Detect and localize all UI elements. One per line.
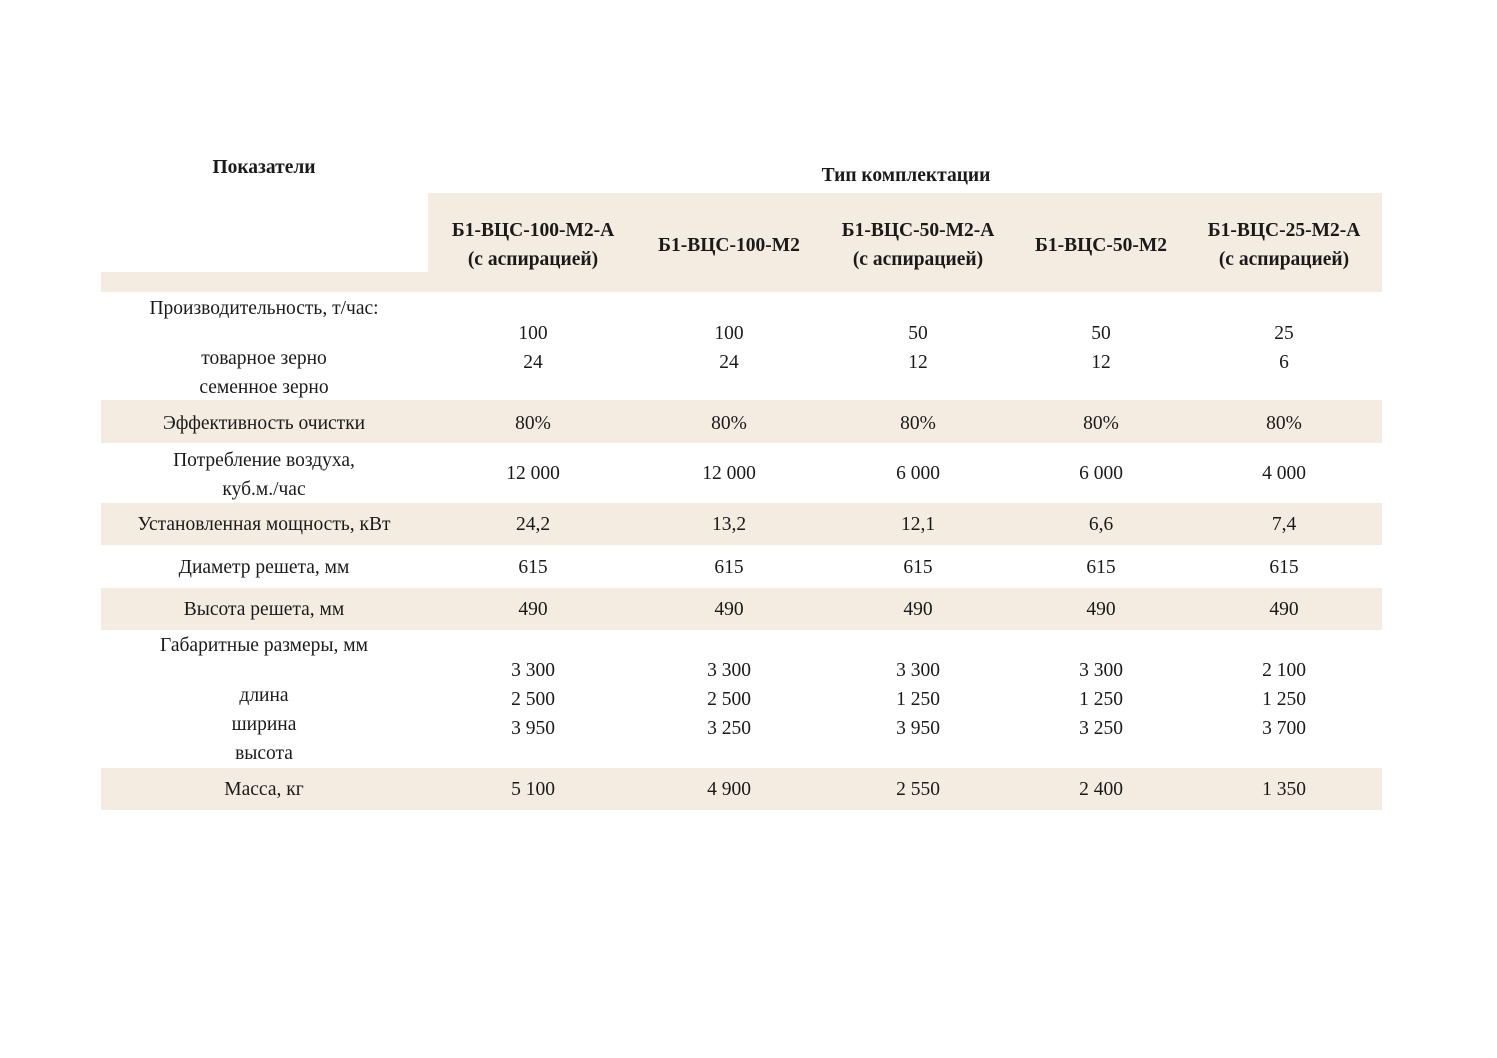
cell-value: 50 (908, 323, 928, 344)
air-cell-2: 12 000 (702, 463, 756, 484)
mass-cell-1: 5 100 (511, 779, 555, 800)
capacity-cell-2 (669, 319, 789, 377)
cell-value: 12 (908, 352, 928, 373)
efficiency-label: Эффективность очистки (162, 413, 366, 434)
efficiency-cell-3: 80% (900, 413, 936, 434)
cell-value: 24 (719, 352, 739, 373)
power-cell-3: 12,1 (900, 514, 936, 535)
air-cell-1: 12 000 (506, 463, 560, 484)
air-cell-3: 6 000 (896, 463, 940, 484)
efficiency-cell-2: 80% (711, 413, 747, 434)
label-line: Потребление воздуха, (173, 450, 355, 471)
sieve-height-cell-4: 490 (1086, 599, 1116, 620)
sieve-height-cell-2: 490 (714, 599, 744, 620)
capacity-sub-seed: семенное зерно (199, 377, 329, 398)
cell-value: 3 250 (1079, 718, 1123, 739)
sieve-diameter-label: Диаметр решета, мм (178, 557, 350, 578)
sieve-height-cell-3: 490 (903, 599, 933, 620)
model-header-1 (433, 216, 633, 274)
cell-value: 3 300 (896, 660, 940, 681)
model-header-3 (818, 216, 1018, 274)
sieve-diameter-cell-4: 615 (1086, 557, 1116, 578)
power-label: Установленная мощность, кВт (137, 514, 391, 535)
dimension-width-label: ширина (231, 714, 297, 735)
dimension-length-label: длина (239, 685, 289, 706)
efficiency-cell-5: 80% (1266, 413, 1302, 434)
model-header-2: Б1-ВЦС-100-М2 (658, 235, 800, 256)
efficiency-cell-1: 80% (515, 413, 551, 434)
dimension-height-label: высота (235, 743, 293, 764)
sieve-diameter-cell-1: 615 (518, 557, 548, 578)
cell-value: 12 (1091, 352, 1111, 373)
model-note: (с аспирацией) (852, 249, 984, 270)
cell-value: 1 250 (896, 689, 940, 710)
indicators-header: Показатели (212, 157, 316, 178)
power-cell-1: 24,2 (515, 514, 551, 535)
sieve-diameter-cell-2: 615 (714, 557, 744, 578)
mass-cell-4: 2 400 (1079, 779, 1123, 800)
model-note: (с аспирацией) (467, 249, 599, 270)
power-cell-4: 6,6 (1088, 514, 1114, 535)
dimensions-cell-4 (1041, 656, 1161, 743)
model-header-5 (1184, 216, 1384, 274)
cell-value: 2 500 (511, 689, 555, 710)
mass-cell-5: 1 350 (1262, 779, 1306, 800)
model-header-4: Б1-ВЦС-50-М2 (1034, 235, 1168, 256)
model-name: Б1-ВЦС-100-М2-А (451, 220, 615, 241)
air-cell-5: 4 000 (1262, 463, 1306, 484)
cell-value: 3 700 (1262, 718, 1306, 739)
capacity-cell-1 (473, 319, 593, 377)
cell-value: 3 950 (511, 718, 555, 739)
mass-cell-3: 2 550 (896, 779, 940, 800)
cell-value: 25 (1274, 323, 1294, 344)
cell-value: 3 300 (707, 660, 751, 681)
dimensions-cell-1 (473, 656, 593, 743)
sieve-diameter-cell-5: 615 (1269, 557, 1299, 578)
dimensions-label: Габаритные размеры, мм (160, 635, 368, 656)
capacity-cell-4 (1041, 319, 1161, 377)
air-cell-4: 6 000 (1079, 463, 1123, 484)
mass-cell-2: 4 900 (707, 779, 751, 800)
cell-value: 24 (523, 352, 543, 373)
cell-value: 6 (1279, 352, 1289, 373)
power-cell-2: 13,2 (711, 514, 747, 535)
capacity-label: Производительность, т/час: (149, 298, 379, 319)
cell-value: 50 (1091, 323, 1111, 344)
capacity-cell-5 (1224, 319, 1344, 377)
sieve-height-cell-5: 490 (1269, 599, 1299, 620)
cell-value: 2 500 (707, 689, 751, 710)
cell-value: 1 250 (1079, 689, 1123, 710)
model-name: Б1-ВЦС-25-М2-А (1207, 220, 1361, 241)
sieve-height-label: Высота решета, мм (183, 599, 345, 620)
dimensions-cell-5 (1224, 656, 1344, 743)
label-line: куб.м./час (222, 479, 306, 500)
power-cell-5: 7,4 (1271, 514, 1297, 535)
model-note: (с аспирацией) (1218, 249, 1350, 270)
sieve-height-cell-1: 490 (518, 599, 548, 620)
cell-value: 3 950 (896, 718, 940, 739)
cell-value: 3 250 (707, 718, 751, 739)
cell-value: 3 300 (1079, 660, 1123, 681)
mass-label: Масса, кг (224, 779, 304, 800)
efficiency-cell-4: 80% (1083, 413, 1119, 434)
dimensions-cell-3 (858, 656, 978, 743)
dimensions-cell-2 (669, 656, 789, 743)
cell-value: 1 250 (1262, 689, 1306, 710)
cell-value: 2 100 (1262, 660, 1306, 681)
dimensions-sub-labels (164, 681, 364, 768)
model-name: Б1-ВЦС-50-М2-А (841, 220, 995, 241)
air-label (114, 446, 414, 504)
capacity-cell-3 (858, 319, 978, 377)
type-header: Тип комплектации (821, 165, 991, 186)
header-band-left (101, 272, 428, 292)
sieve-diameter-cell-3: 615 (903, 557, 933, 578)
capacity-sub-commercial: товарное зерно (201, 348, 327, 369)
cell-value: 100 (714, 323, 744, 344)
cell-value: 100 (518, 323, 548, 344)
cell-value: 3 300 (511, 660, 555, 681)
